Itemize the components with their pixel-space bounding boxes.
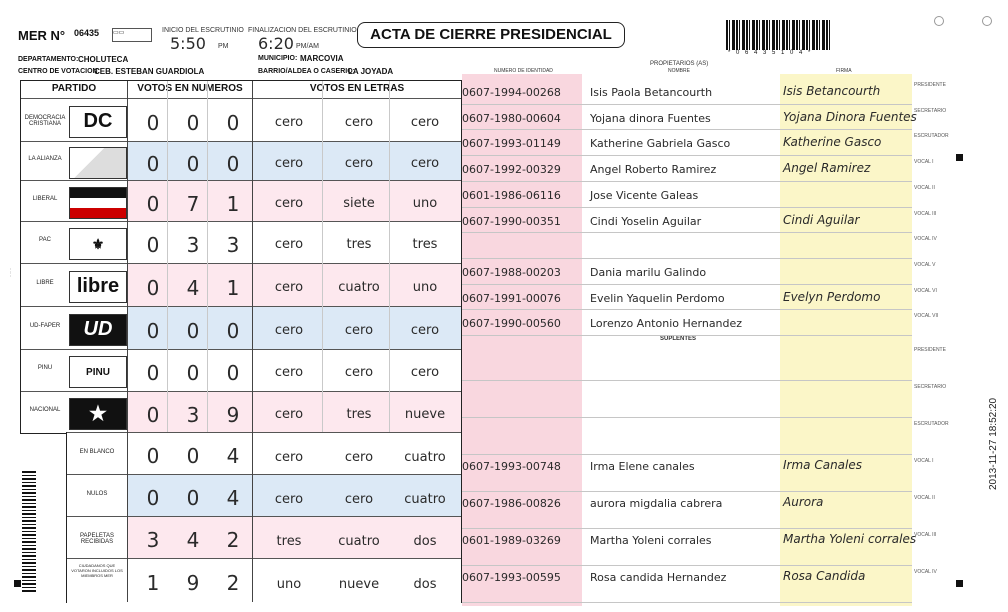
total-word: cero <box>344 492 374 507</box>
member-row-divider <box>462 417 912 418</box>
centro-value: CEB. ESTEBAN GUARDIOLA <box>94 67 205 76</box>
member-id: 0607-1986-00826 <box>462 497 561 510</box>
page-title: ACTA DE CIERRE PRESIDENCIAL <box>357 22 625 48</box>
vote-word: cero <box>274 155 304 171</box>
total-digit: 0 <box>186 444 200 468</box>
member-id: 0607-1993-00748 <box>462 460 561 473</box>
member-role: SECRETARIO <box>914 107 947 114</box>
vote-word: cero <box>274 322 304 338</box>
member-row-divider <box>462 181 912 182</box>
member-signature: Yojana Dinora Fuentes <box>783 109 917 124</box>
party-logo-icon: DC <box>69 106 127 138</box>
member-name: Martha Yoleni corrales <box>590 534 712 547</box>
total-digit: 4 <box>226 444 240 468</box>
member-row-divider <box>462 104 912 105</box>
total-word: cuatro <box>404 492 446 507</box>
col-numeros: VOTOS EN NUMEROS <box>128 81 253 96</box>
votes-table <box>20 80 462 434</box>
municipio-label: MUNICIPIO: <box>258 55 298 62</box>
vote-digit: 7 <box>186 191 200 216</box>
member-role: SECRETARIO <box>914 384 947 390</box>
col-letras: VOTOS EN LETRAS <box>309 83 405 94</box>
party-row <box>21 391 461 433</box>
municipio-value: MARCOVIA <box>300 54 344 63</box>
total-digit: 1 <box>146 571 160 595</box>
signature-column <box>780 74 912 606</box>
total-word: cuatro <box>338 534 380 549</box>
member-role: VOCAL II <box>914 184 935 191</box>
member-id: 0607-1993-01149 <box>462 137 561 151</box>
member-signature: Irma Canales <box>783 458 862 472</box>
col-sig-header: FIRMA <box>836 68 852 74</box>
party-row <box>21 349 461 392</box>
vote-word: cuatro <box>338 279 380 295</box>
total-word: cero <box>344 450 374 465</box>
col-partido: PARTIDO <box>21 81 128 96</box>
party-row <box>21 180 461 222</box>
vote-word: cero <box>274 237 304 252</box>
punch-hole-icon <box>934 16 944 26</box>
member-id: 0607-1991-00076 <box>462 291 561 305</box>
registration-mark <box>956 580 963 587</box>
vote-digit: 0 <box>146 402 160 427</box>
vote-word: tres <box>412 237 438 252</box>
vote-digit: 0 <box>226 151 240 176</box>
member-name: Evelin Yaquelin Perdomo <box>590 291 725 305</box>
member-role: PRESIDENTE <box>914 347 946 353</box>
vote-digit: 0 <box>146 361 160 385</box>
member-row-divider <box>462 309 912 310</box>
party-row <box>21 98 461 142</box>
total-word: cero <box>274 450 304 465</box>
party-logo-icon: libre <box>69 271 127 303</box>
member-signature: Isis Betancourth <box>783 84 881 98</box>
column-divider <box>167 81 168 433</box>
centro-label: CENTRO DE VOTACION: <box>18 68 100 75</box>
total-word: dos <box>413 577 437 592</box>
vote-digit: 0 <box>146 233 160 257</box>
column-divider <box>252 81 253 433</box>
vote-word: cero <box>274 279 304 295</box>
member-id: 0607-1988-00203 <box>462 265 561 279</box>
vote-digit: 0 <box>186 361 200 385</box>
party-row <box>21 221 461 264</box>
barcode-number: * 0 6 4 3 5 1 0 4 * <box>728 50 813 56</box>
member-role: VOCAL III <box>914 210 937 217</box>
member-signature: Cindi Aguilar <box>783 212 860 227</box>
member-row-divider <box>462 380 912 381</box>
scan-timestamp: 2013-11-27 18:52:20 <box>988 397 999 490</box>
member-row-divider <box>462 602 912 603</box>
party-logo-icon: ★ <box>69 398 127 430</box>
column-divider <box>322 81 323 433</box>
member-name: aurora migdalia cabrera <box>590 497 723 510</box>
total-label: NULOS <box>86 491 108 497</box>
member-id: 0607-1990-00560 <box>462 317 561 331</box>
member-id: 0607-1980-00604 <box>462 111 561 125</box>
member-signature: Evelyn Perdomo <box>783 289 881 304</box>
total-word: dos <box>413 534 437 549</box>
vote-word: cero <box>274 195 304 211</box>
total-label: PAPELETAS RECIBIDAS <box>79 533 115 545</box>
vote-word: uno <box>412 279 438 295</box>
total-label: EN BLANCO <box>79 449 115 455</box>
party-logo-icon: PINU <box>69 356 127 388</box>
total-digit: 4 <box>226 486 240 510</box>
vote-digit: 0 <box>186 110 200 135</box>
vote-word: tres <box>346 237 372 252</box>
id-column <box>462 74 582 606</box>
mer-label: MER N° <box>18 28 66 43</box>
vote-word: cero <box>344 322 374 338</box>
member-name: Cindi Yoselin Aguilar <box>590 214 702 228</box>
mer-seal-icon: ▭▭ <box>112 28 152 42</box>
member-id: 0607-1992-00329 <box>462 163 561 177</box>
total-digit: 0 <box>186 486 200 510</box>
vote-digit: 3 <box>186 233 200 257</box>
member-name: Isis Paola Betancourth <box>590 86 713 99</box>
member-role: VOCAL II <box>914 495 935 501</box>
vote-word: siete <box>343 195 375 211</box>
total-label: CIUDADANOS QUE VOTARON INCLUIDOS LOS MIEMBROS MER <box>71 563 123 578</box>
party-name: LIBERAL <box>32 195 58 202</box>
barcode <box>726 20 830 50</box>
member-role: VOCAL I <box>914 458 934 464</box>
registration-mark <box>956 154 963 161</box>
member-signature: Angel Ramirez <box>783 161 871 176</box>
vote-word: cero <box>344 365 374 380</box>
member-id: 0607-1993-00595 <box>462 571 561 584</box>
vote-digit: 0 <box>146 110 160 135</box>
member-id: 0607-1994-00268 <box>462 86 561 99</box>
total-digit: 9 <box>186 571 200 595</box>
member-name: Jose Vicente Galeas <box>590 188 699 202</box>
vote-word: cero <box>410 322 440 338</box>
member-row-divider <box>462 565 912 566</box>
total-digit: 3 <box>146 528 160 552</box>
vote-digit: 0 <box>226 318 240 343</box>
vote-word: nueve <box>404 406 446 422</box>
vote-digit: 0 <box>186 318 200 343</box>
member-signature: Aurora <box>783 495 824 509</box>
barrio-value: LA JOYADA <box>348 67 394 76</box>
registration-mark <box>14 580 21 587</box>
vote-digit: 0 <box>226 110 240 135</box>
member-row-divider <box>462 284 912 285</box>
member-id: 0601-1986-06116 <box>462 188 561 202</box>
side-note: ······· <box>8 267 14 278</box>
member-name: Dania marilu Galindo <box>590 265 707 279</box>
mer-number: 06435 <box>74 28 100 38</box>
vote-digit: 0 <box>146 151 160 176</box>
member-role: VOCAL III <box>914 532 937 538</box>
departamento-value: CHOLUTECA <box>78 55 129 64</box>
member-name: Katherine Gabriela Gasco <box>590 137 731 151</box>
total-word: cero <box>274 492 304 507</box>
vote-digit: 9 <box>226 402 240 427</box>
total-word: tres <box>276 534 302 549</box>
col-name-sub: NOMBRE <box>668 68 690 74</box>
party-name: PAC <box>39 237 51 243</box>
member-name: Yojana dinora Fuentes <box>590 111 711 125</box>
total-digit: 2 <box>226 528 240 552</box>
member-id: 0607-1990-00351 <box>462 214 561 228</box>
member-signature: Katherine Gasco <box>783 135 882 150</box>
vote-digit: 3 <box>226 233 240 257</box>
suplentes-label: SUPLENTES <box>660 336 697 342</box>
party-logo-icon <box>69 187 127 219</box>
party-name: LIBRE <box>36 279 54 286</box>
vote-digit: 0 <box>146 275 160 300</box>
member-name: Irma Elene canales <box>590 460 695 473</box>
member-role: PRESIDENTE <box>914 82 946 88</box>
vote-digit: 3 <box>186 402 200 427</box>
member-role: VOCAL VII <box>914 313 939 320</box>
total-digit: 0 <box>146 486 160 510</box>
party-logo-icon: UD <box>69 314 127 346</box>
party-logo-icon <box>69 147 127 179</box>
side-barcode <box>22 470 36 592</box>
member-row-divider <box>462 155 912 156</box>
fin-value: 6:20 <box>258 34 294 53</box>
member-role: ESCRUTADOR <box>914 421 949 427</box>
party-name: LA ALIANZA <box>28 155 62 162</box>
vote-word: cero <box>274 365 304 380</box>
member-row-divider <box>462 491 912 492</box>
col-id-header: NUMERO DE IDENTIDAD <box>494 68 553 74</box>
member-row-divider <box>462 207 912 208</box>
departamento-label: DEPARTAMENTO: <box>18 56 79 63</box>
member-role: ESCRUTADOR <box>914 133 949 140</box>
member-role: VOCAL VI <box>914 287 937 294</box>
member-role: VOCAL IV <box>914 569 937 575</box>
vote-digit: 1 <box>226 275 240 300</box>
member-name: Angel Roberto Ramirez <box>590 163 717 177</box>
party-logo-icon: ⚜ <box>69 228 127 260</box>
member-id: 0601-1989-03269 <box>462 534 561 547</box>
party-name: DEMOCRACIA CRISTIANA <box>24 114 66 127</box>
vote-digit: 4 <box>186 275 200 300</box>
vote-word: uno <box>412 195 438 211</box>
fin-label: FINALIZACION DEL ESCRUTINIO <box>248 27 357 34</box>
column-divider <box>389 81 390 433</box>
barrio-label: BARRIO/ALDEA O CASERIO: <box>258 68 355 75</box>
total-digit: 0 <box>146 444 160 468</box>
member-role: VOCAL V <box>914 261 936 268</box>
member-row-divider <box>462 454 912 455</box>
inicio-value: 5:50 <box>170 34 206 53</box>
party-name: PINU <box>37 365 53 371</box>
member-signature: Martha Yoleni corrales <box>783 532 917 546</box>
column-divider <box>127 81 128 433</box>
member-role: VOCAL I <box>914 159 934 166</box>
total-word: cuatro <box>404 450 446 465</box>
vote-word: cero <box>410 155 440 171</box>
vote-digit: 1 <box>226 191 240 216</box>
member-name: Lorenzo Antonio Hernandez <box>590 317 743 331</box>
inicio-label: INICIO DEL ESCRUTINIO <box>162 27 244 34</box>
member-row-divider <box>462 232 912 233</box>
member-row-divider <box>462 335 912 336</box>
party-name: UD-FAPER <box>29 322 61 329</box>
vote-digit: 0 <box>146 191 160 216</box>
member-role: VOCAL IV <box>914 236 937 243</box>
total-digit: 4 <box>186 528 200 552</box>
totals-table <box>66 432 462 603</box>
party-row <box>21 263 461 307</box>
member-signature: Rosa Candida <box>783 569 866 583</box>
member-row-divider <box>462 528 912 529</box>
total-digit: 2 <box>226 571 240 595</box>
vote-digit: 0 <box>186 151 200 176</box>
party-row <box>21 306 461 350</box>
party-name: NACIONAL <box>29 406 61 413</box>
vote-word: cero <box>410 114 440 130</box>
inicio-suffix: PM <box>218 43 229 50</box>
column-divider <box>207 81 208 433</box>
fin-suffix: PM/AM <box>296 43 319 50</box>
member-row-divider <box>462 258 912 259</box>
member-row-divider <box>462 129 912 130</box>
total-word: nueve <box>338 577 380 592</box>
column-divider <box>127 432 128 602</box>
party-row <box>21 141 461 181</box>
col-name-header: PROPIETARIOS (AS) <box>650 61 709 67</box>
punch-hole-icon <box>982 16 992 26</box>
total-word: uno <box>276 577 302 592</box>
vote-word: cero <box>344 155 374 171</box>
vote-digit: 0 <box>226 361 240 385</box>
vote-word: tres <box>346 406 372 422</box>
vote-digit: 0 <box>146 318 160 343</box>
vote-word: cero <box>274 114 304 130</box>
member-name: Rosa candida Hernandez <box>590 571 727 584</box>
vote-word: cero <box>274 406 304 422</box>
vote-word: cero <box>344 114 374 130</box>
column-divider <box>252 432 253 602</box>
vote-word: cero <box>410 365 440 380</box>
